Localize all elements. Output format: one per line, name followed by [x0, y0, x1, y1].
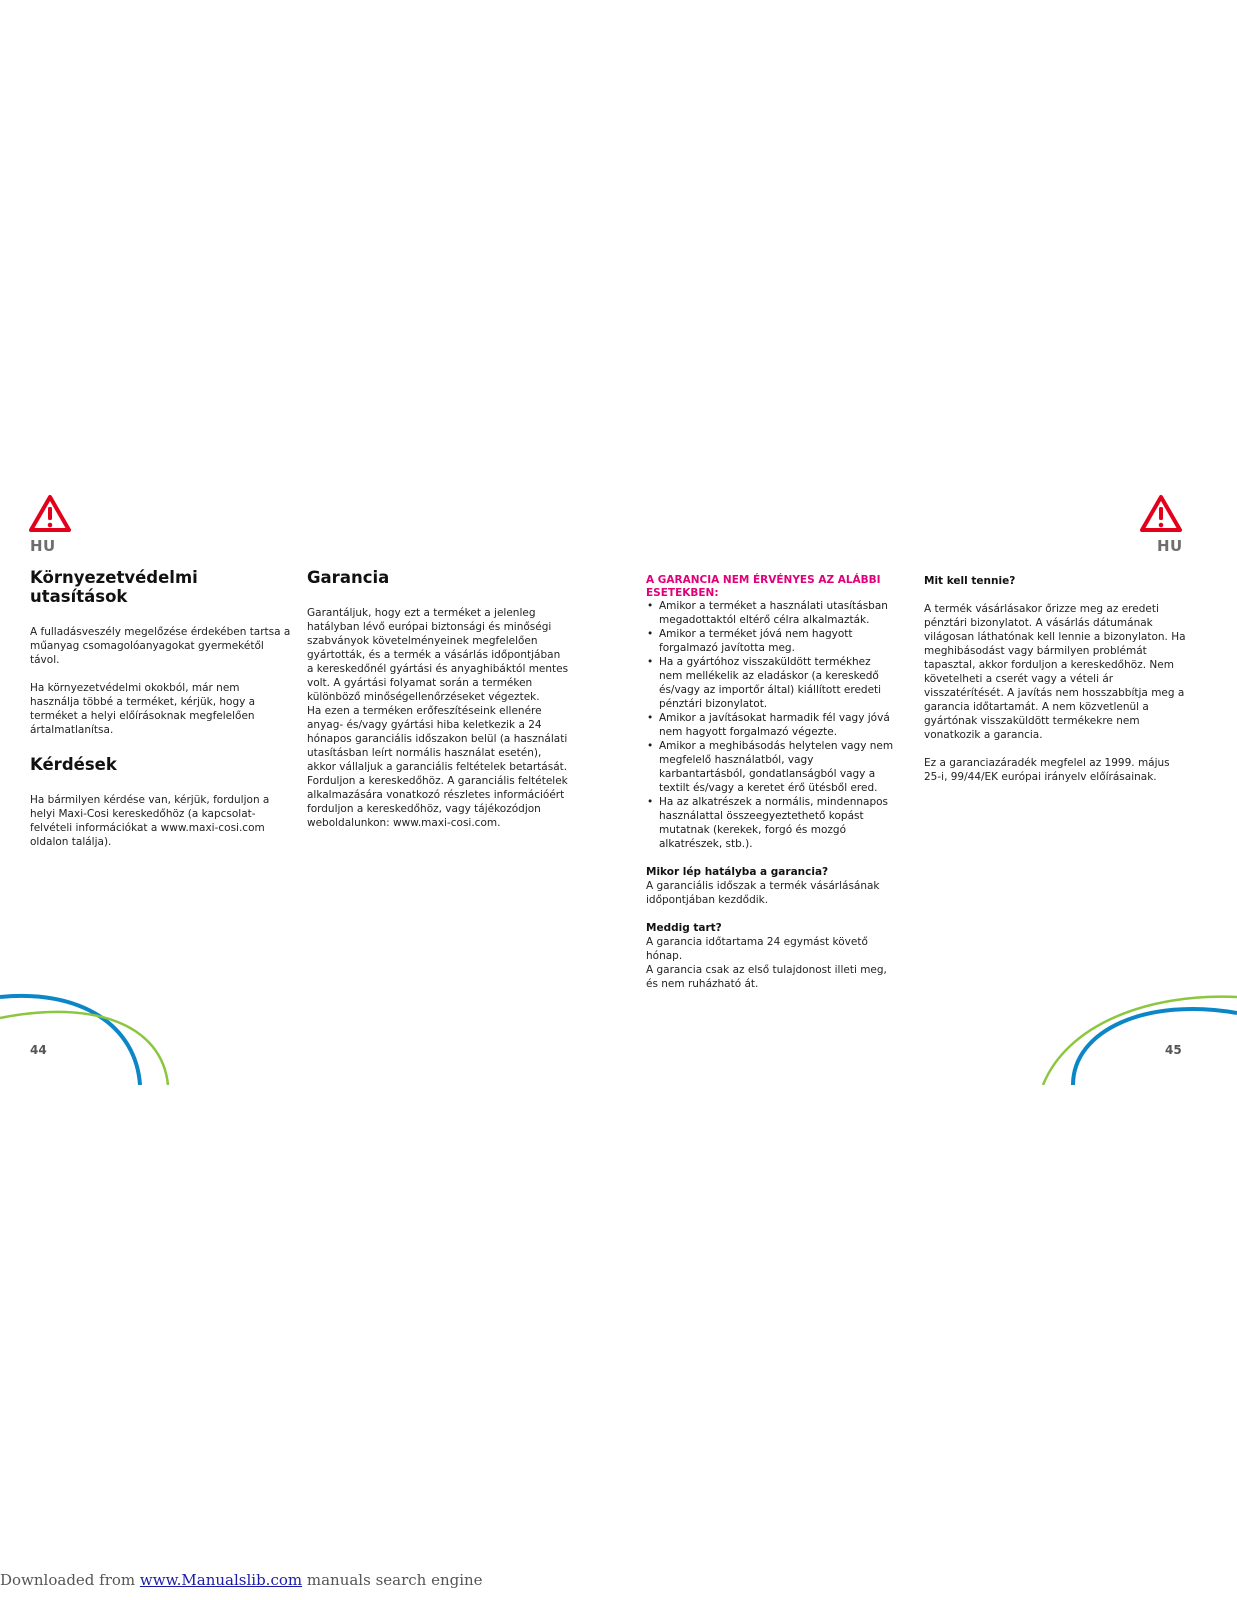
howlong-heading: Meddig tart?: [646, 922, 722, 934]
warranty-paragraph-2: Ha ezen a terméken erőfeszítéseink ellenére anyag- és/vagy gyártási hiba keletkezik a 24 hónapos garanciális időszakon belül (a használati utasításban leírt normális használat esetén), akkor vállaljuk a garanciális feltételek betartását. Forduljon a kereskedőhöz. A garanciális feltételek alkalmazására vonatkozó részletes információért forduljon a kereskedőhöz, vagy tájékozódjon weboldalunkon: www.maxi-cosi.com.: [307, 705, 568, 829]
column-what-to-do: [924, 574, 1186, 784]
column-environment: [30, 568, 292, 849]
download-footer: [0, 1571, 483, 1589]
questions-heading: Kérdések: [30, 755, 117, 774]
list-item: • Amikor a javításokat harmadik fél vagy jóvá nem hagyott forgalmazó végezte.: [646, 711, 896, 739]
environment-heading: Környezetvédelmi utasítások: [30, 568, 198, 606]
warning-icon-left: [28, 494, 72, 534]
todo-paragraph-1: A termék vásárlásakor őrizze meg az eredeti pénztári bizonylatot. A vásárlás dátumának világosan láthatónak kell lennie a bizonylaton. Ha meghibásodást vagy bármilyen problémát tapasztal, akkor forduljon a kereskedőhöz. Nem követelheti a cserét vagy a vételi ár visszatérítését. A javítás nem hosszabbítja meg a garancia időtartamát. A nem közvetlenül a gyártónak visszaküldött termékekre nem vonatkozik a garancia.: [924, 603, 1186, 741]
warranty-heading: Garancia: [307, 568, 390, 587]
warranty-paragraph-1: Garantáljuk, hogy ezt a terméket a jelenleg hatályban lévő európai biztonsági és minőségi szabványok követelményeinek megfelelően gyártották, és a termék a vásárlás időpontjában a kereskedőnél gyártási és anyaghibáktól mentes volt. A gyártási folyamat során a terméken különböző minőségellenőrzéseket végeztek.: [307, 607, 569, 703]
page-number-left: 44: [30, 1043, 47, 1057]
when-text: A garanciális időszak a termék vásárlásának időpontjában kezdődik.: [646, 880, 880, 906]
column-exclusions: [646, 574, 896, 991]
todo-heading: Mit kell tennie?: [924, 575, 1016, 587]
decorative-arcs-right: [1037, 985, 1237, 1085]
footer-prefix: Downloaded from: [0, 1571, 140, 1589]
list-item: • Amikor a terméket a használati utasításban megadottaktól eltérő célra alkalmazták.: [646, 599, 896, 627]
footer-suffix: manuals search engine: [302, 1571, 483, 1589]
howlong-text-1: A garancia időtartama 24 egymást követő hónap.: [646, 936, 868, 962]
column-warranty: [307, 568, 569, 830]
manualslib-link[interactable]: www.Manualslib.com: [139, 1571, 303, 1589]
list-item: • Amikor a meghibásodás helytelen vagy nem megfelelő használatból, vagy karbantartásból, gondatlanságból vagy a textilt és/vagy a keretet érő ütésből ered.: [646, 739, 896, 795]
page-number-right: 45: [1165, 1043, 1182, 1057]
not-valid-heading: A GARANCIA NEM ÉRVÉNYES AZ ALÁBBI ESETEKBEN:: [646, 574, 881, 599]
when-heading: Mikor lép hatályba a garancia?: [646, 866, 829, 878]
list-item: • Amikor a terméket jóvá nem hagyott forgalmazó javította meg.: [646, 627, 896, 655]
questions-paragraph: Ha bármilyen kérdése van, kérjük, forduljon a helyi Maxi-Cosi kereskedőhöz (a kapcsolat-felvételi információkat a www.maxi-cosi.com oldalon találja).: [30, 794, 270, 848]
environment-paragraph-2: Ha környezetvédelmi okokból, már nem használja többé a terméket, kérjük, hogy a terméket a helyi előírásoknak megfelelően ártalmatlanítsa.: [30, 682, 256, 736]
environment-paragraph-1: A fulladásveszély megelőzése érdekében tartsa a műanyag csomagolóanyagokat gyermekétől távol.: [30, 626, 291, 666]
language-code-left: HU: [30, 537, 56, 555]
howlong-text-2: A garancia csak az első tulajdonost illeti meg, és nem ruházható át.: [646, 964, 887, 990]
list-item: • Ha az alkatrészek a normális, mindennapos használattal összeegyeztethető kopást mutatnak (kerekek, forgó és mozgó alkatrészek, stb.).: [646, 795, 896, 851]
decorative-arcs-left: [0, 985, 175, 1085]
warning-icon-right: [1139, 494, 1183, 534]
exclusions-list: [646, 599, 896, 851]
todo-paragraph-2: Ez a garanciazáradék megfelel az 1999. május 25-i, 99/44/EK európai irányelv előírásainak.: [924, 757, 1170, 783]
list-item: • Ha a gyártóhoz visszaküldött termékhez nem mellékelik az eladáskor (a kereskedő és/vagy az importőr által) kiállított eredeti pénztári bizonylatot.: [646, 655, 896, 711]
language-code-right: HU: [1157, 537, 1183, 555]
